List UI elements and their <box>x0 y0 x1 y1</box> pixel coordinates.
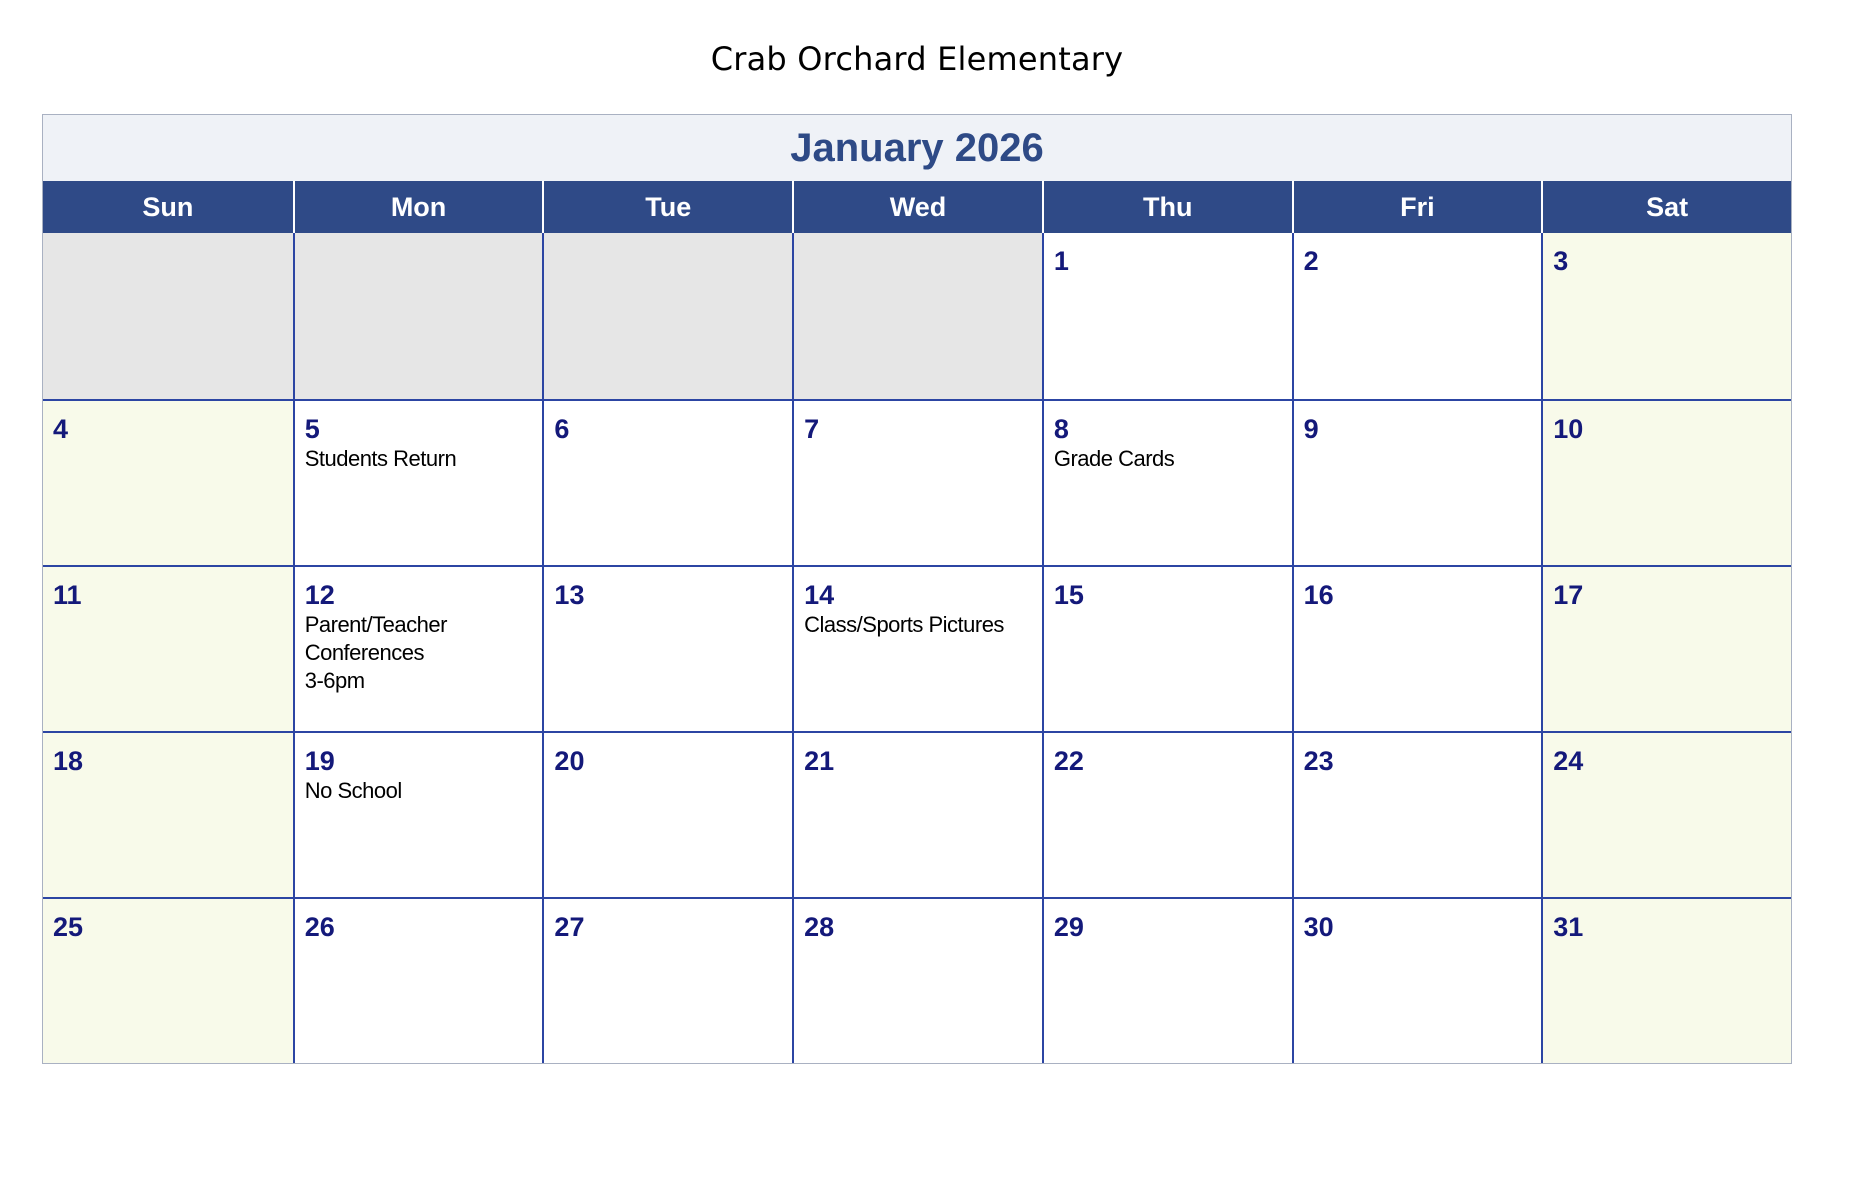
day-number: 30 <box>1303 912 1334 942</box>
day-number: 20 <box>554 746 585 776</box>
day-number: 24 <box>1553 746 1584 776</box>
day-number: 26 <box>304 912 335 942</box>
day-number: 29 <box>1053 912 1084 942</box>
day-cell <box>1292 731 1542 897</box>
day-cell <box>1042 233 1292 399</box>
day-cell <box>542 399 792 565</box>
day-number: 31 <box>1553 912 1584 942</box>
day-number: 18 <box>53 746 84 776</box>
empty-day-cell <box>792 233 1042 399</box>
empty-day-cell <box>542 233 792 399</box>
empty-day-cell <box>43 233 293 399</box>
event-label: Grade Cards <box>1053 446 1175 471</box>
day-number: 25 <box>53 912 84 942</box>
weekday-sat: Sat <box>1541 181 1791 233</box>
day-number: 23 <box>1303 746 1334 776</box>
event-label: Class/Sports Pictures <box>804 612 1004 637</box>
document-title: Crab Orchard Elementary <box>710 40 1124 78</box>
day-number: 21 <box>804 746 835 776</box>
day-cell <box>1042 731 1292 897</box>
day-cell <box>43 731 293 897</box>
day-cell <box>293 897 543 1063</box>
day-number: 28 <box>804 912 835 942</box>
day-cell <box>1292 399 1542 565</box>
day-cell <box>1541 731 1791 897</box>
day-cell <box>1541 565 1791 731</box>
day-cell <box>792 565 1042 731</box>
day-number: 13 <box>554 580 585 610</box>
day-cell <box>293 565 543 731</box>
day-cell <box>1541 897 1791 1063</box>
day-cell <box>1042 399 1292 565</box>
day-number: 11 <box>53 580 82 610</box>
event-label: Students Return <box>304 446 457 471</box>
day-number <box>554 245 782 277</box>
day-number: 3 <box>1553 246 1569 276</box>
weekday-tue: Tue <box>542 181 792 233</box>
day-cell <box>1541 233 1791 399</box>
day-number <box>804 245 1032 277</box>
day-number: 16 <box>1303 580 1334 610</box>
day-number: 14 <box>804 580 835 610</box>
weekday-wed: Wed <box>792 181 1042 233</box>
day-cell <box>43 897 293 1063</box>
weekday-header-row <box>43 181 1791 233</box>
day-grid <box>43 233 1791 1063</box>
day-cell <box>792 399 1042 565</box>
weekday-sun: Sun <box>142 191 194 222</box>
day-number: 5 <box>304 414 320 444</box>
day-number <box>305 245 533 277</box>
day-cell <box>1042 897 1292 1063</box>
day-number: 19 <box>304 746 335 776</box>
day-cell <box>1042 565 1292 731</box>
calendar <box>42 114 1792 1064</box>
weekday-mon: Mon <box>293 181 543 233</box>
event-label: No School <box>304 778 402 803</box>
day-cell <box>293 731 543 897</box>
day-cell <box>293 399 543 565</box>
day-number <box>53 245 283 277</box>
empty-day-cell <box>293 233 543 399</box>
month-title: January 2026 <box>43 115 1791 181</box>
day-number: 15 <box>1053 580 1084 610</box>
day-number: 4 <box>53 414 69 444</box>
day-cell <box>1292 565 1542 731</box>
day-number: 22 <box>1053 746 1084 776</box>
day-cell <box>542 565 792 731</box>
day-cell <box>43 399 293 565</box>
weekday-thu: Thu <box>1042 181 1292 233</box>
day-cell <box>542 731 792 897</box>
day-cell <box>1292 897 1542 1063</box>
day-number: 2 <box>1303 246 1319 276</box>
day-number: 8 <box>1053 414 1069 444</box>
day-cell <box>542 897 792 1063</box>
day-number: 7 <box>804 414 820 444</box>
day-number: 9 <box>1303 414 1319 444</box>
day-number: 6 <box>554 414 570 444</box>
day-number: 1 <box>1053 246 1069 276</box>
day-cell <box>792 897 1042 1063</box>
day-number: 17 <box>1553 580 1584 610</box>
event-label: Parent/Teacher Conferences 3-6pm <box>304 612 447 693</box>
day-cell <box>1292 233 1542 399</box>
day-cell <box>43 565 293 731</box>
day-number: 27 <box>554 912 585 942</box>
day-number: 10 <box>1553 414 1584 444</box>
day-number: 12 <box>304 580 335 610</box>
day-cell <box>1541 399 1791 565</box>
day-cell <box>792 731 1042 897</box>
weekday-fri: Fri <box>1292 181 1542 233</box>
